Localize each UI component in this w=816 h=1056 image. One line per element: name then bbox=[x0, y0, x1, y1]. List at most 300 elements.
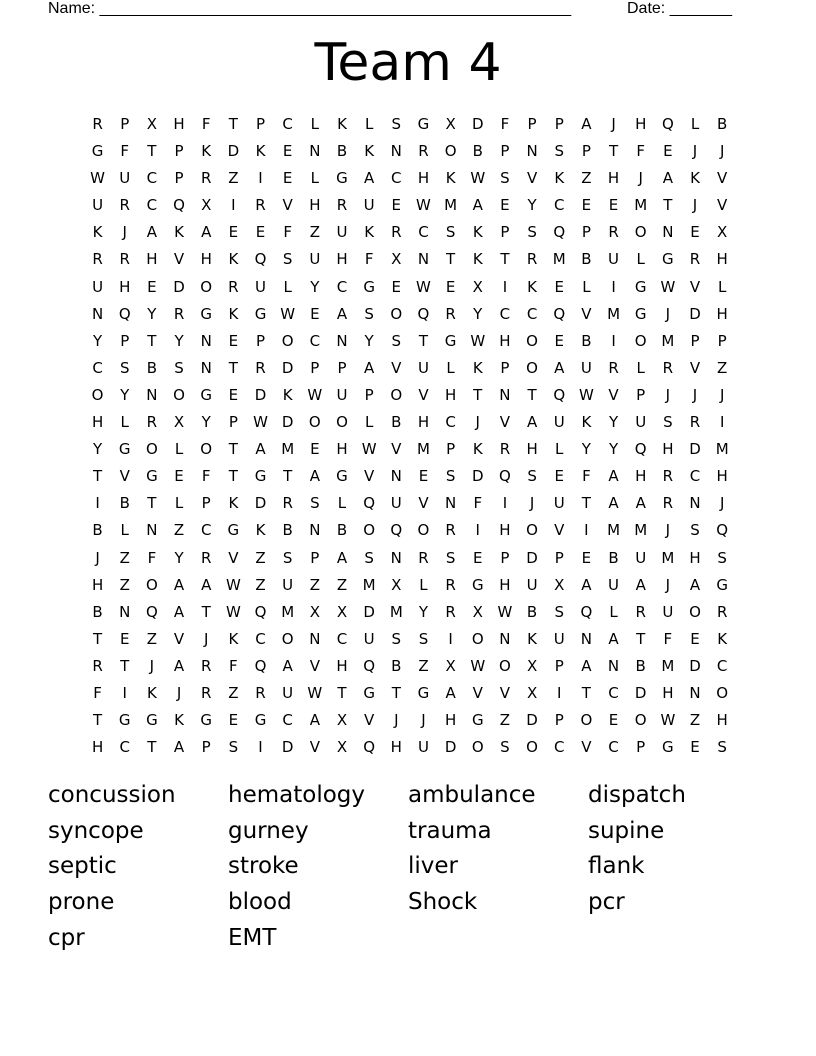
grid-letter: G bbox=[118, 440, 131, 459]
grid-letter: N bbox=[200, 331, 212, 350]
grid-letter: I bbox=[475, 521, 480, 540]
grid-letter: P bbox=[554, 548, 564, 567]
grid-letter: O bbox=[471, 629, 484, 648]
word-bank-item: blood bbox=[228, 889, 292, 916]
grid-letter: P bbox=[255, 331, 266, 350]
grid-letter: N bbox=[417, 250, 430, 269]
grid-letter: A bbox=[173, 738, 185, 757]
grid-letter: A bbox=[146, 223, 158, 242]
grid-letter: W bbox=[225, 575, 241, 594]
grid-letter: A bbox=[309, 711, 320, 730]
grid-letter: R bbox=[635, 602, 646, 621]
grid-letter: K bbox=[364, 142, 375, 161]
grid-letter: Z bbox=[581, 169, 592, 188]
grid-letter: W bbox=[280, 304, 296, 323]
grid-letter: S bbox=[364, 548, 374, 567]
grid-letter: O bbox=[716, 683, 729, 702]
grid-letter: R bbox=[391, 223, 402, 242]
name-line: Name: _____________________________________________________ bbox=[48, 0, 572, 17]
grid-letter: L bbox=[174, 440, 184, 459]
grid-letter: A bbox=[608, 494, 619, 513]
grid-letter: R bbox=[146, 413, 158, 432]
grid-letter: G bbox=[444, 331, 457, 350]
grid-letter: H bbox=[417, 169, 430, 188]
grid-letter: J bbox=[665, 304, 671, 323]
grid-letter: T bbox=[147, 494, 157, 513]
grid-letter: U bbox=[662, 602, 674, 621]
grid-letter: X bbox=[146, 115, 158, 133]
grid-letter: L bbox=[174, 494, 184, 513]
grid-letter: F bbox=[201, 467, 211, 486]
grid-letter: V bbox=[499, 413, 511, 432]
grid-letter: T bbox=[391, 683, 401, 702]
grid-letter: E bbox=[690, 629, 700, 648]
grid-letter: Z bbox=[119, 575, 130, 594]
grid-letter: X bbox=[391, 250, 402, 269]
grid-letter: H bbox=[146, 250, 158, 269]
grid-letter: H bbox=[119, 277, 131, 296]
grid-letter: W bbox=[307, 385, 323, 404]
grid-letter: H bbox=[499, 521, 511, 540]
grid-letter: U bbox=[336, 223, 348, 242]
grid-letter: R bbox=[200, 169, 212, 188]
grid-letter: R bbox=[445, 575, 456, 594]
grid-letter: P bbox=[201, 738, 211, 757]
grid-letter: T bbox=[581, 683, 591, 702]
grid-letter: W bbox=[361, 440, 377, 459]
grid-letter: L bbox=[419, 575, 428, 594]
grid-letter: D bbox=[363, 602, 375, 621]
grid-letter: H bbox=[499, 331, 511, 350]
grid-letter: J bbox=[95, 548, 100, 567]
grid-letter: I bbox=[611, 277, 616, 296]
grid-letter: A bbox=[635, 494, 646, 513]
grid-letter: G bbox=[662, 738, 674, 757]
grid-letter: D bbox=[689, 440, 701, 459]
grid-letter: H bbox=[336, 656, 348, 675]
grid-letter: W bbox=[253, 413, 268, 432]
grid-letter: M bbox=[661, 331, 675, 350]
grid-letter: W bbox=[497, 602, 513, 621]
grid-letter: G bbox=[336, 467, 348, 486]
grid-letter: M bbox=[715, 440, 729, 459]
grid-letter: Q bbox=[363, 494, 376, 513]
grid-letter: Z bbox=[717, 358, 728, 377]
grid-letter: C bbox=[445, 413, 456, 432]
grid-letter: O bbox=[526, 738, 538, 757]
grid-letter: T bbox=[147, 331, 157, 350]
grid-letter: T bbox=[147, 142, 157, 161]
grid-letter: S bbox=[391, 115, 402, 133]
grid-letter: R bbox=[200, 656, 212, 675]
grid-letter: U bbox=[580, 358, 592, 377]
grid-letter: O bbox=[471, 738, 484, 757]
grid-letter: O bbox=[444, 142, 457, 161]
grid-letter: G bbox=[200, 385, 213, 404]
grid-letter: Q bbox=[553, 304, 566, 323]
grid-letter: P bbox=[527, 115, 537, 133]
grid-letter: J bbox=[692, 196, 698, 215]
grid-row bbox=[84, 194, 736, 221]
grid-letter: C bbox=[608, 738, 619, 757]
grid-row bbox=[84, 330, 736, 357]
grid-letter: Q bbox=[363, 738, 376, 757]
grid-letter: D bbox=[254, 385, 267, 404]
word-bank-item: concussion bbox=[48, 782, 176, 808]
grid-letter: Z bbox=[119, 548, 130, 567]
grid-letter: D bbox=[227, 142, 240, 161]
grid-letter: X bbox=[526, 683, 538, 702]
grid-row bbox=[84, 357, 736, 384]
grid-letter: Q bbox=[716, 521, 729, 540]
grid-letter: S bbox=[500, 169, 510, 188]
grid-letter: N bbox=[390, 467, 402, 486]
grid-letter: I bbox=[584, 521, 589, 540]
grid-letter: T bbox=[147, 738, 157, 757]
grid-letter: V bbox=[282, 196, 293, 215]
grid-letter: A bbox=[201, 575, 212, 594]
grid-letter: N bbox=[390, 548, 402, 567]
grid-letter: V bbox=[581, 738, 592, 757]
grid-row bbox=[84, 574, 736, 601]
word-bank-item: hematology bbox=[228, 782, 365, 808]
grid-letter: B bbox=[391, 656, 402, 675]
grid-letter: K bbox=[174, 711, 184, 730]
grid-letter: K bbox=[255, 142, 266, 161]
grid-letter: H bbox=[173, 115, 185, 133]
grid-letter: Z bbox=[309, 575, 320, 594]
grid-letter: K bbox=[282, 385, 293, 404]
grid-letter: P bbox=[690, 331, 700, 350]
grid-row bbox=[84, 276, 736, 303]
grid-letter: F bbox=[582, 467, 591, 486]
grid-letter: Y bbox=[581, 440, 591, 459]
grid-letter: A bbox=[336, 304, 348, 323]
grid-letter: Q bbox=[363, 656, 376, 675]
grid-letter: G bbox=[662, 250, 674, 269]
grid-row bbox=[84, 736, 736, 763]
grid-letter: L bbox=[310, 169, 319, 188]
grid-letter: B bbox=[608, 548, 619, 567]
word-bank-item: septic bbox=[48, 853, 117, 880]
grid-letter: E bbox=[473, 548, 483, 567]
grid-letter: S bbox=[282, 548, 293, 567]
grid-letter: H bbox=[336, 250, 348, 269]
grid-letter: E bbox=[282, 142, 293, 161]
word-bank-item: gurney bbox=[228, 817, 309, 844]
grid-letter: V bbox=[689, 358, 701, 377]
grid-letter: C bbox=[499, 304, 511, 323]
grid-letter: R bbox=[689, 250, 701, 269]
grid-letter: K bbox=[472, 358, 483, 377]
grid-letter: Y bbox=[174, 331, 184, 350]
grid-letter: Y bbox=[608, 413, 619, 432]
grid-letter: R bbox=[689, 413, 701, 432]
grid-letter: P bbox=[554, 656, 564, 675]
grid-row bbox=[84, 113, 736, 140]
grid-letter: I bbox=[231, 196, 236, 215]
grid-letter: G bbox=[336, 169, 348, 188]
grid-letter: H bbox=[499, 575, 511, 594]
grid-letter: L bbox=[609, 602, 618, 621]
grid-letter: Y bbox=[473, 304, 483, 323]
grid-letter: K bbox=[228, 494, 239, 513]
grid-letter: R bbox=[92, 115, 103, 133]
grid-letter: R bbox=[662, 494, 674, 513]
grid-letter: A bbox=[581, 115, 592, 133]
grid-letter: M bbox=[389, 602, 403, 621]
grid-letter: J bbox=[665, 385, 671, 404]
grid-letter: B bbox=[581, 250, 592, 269]
grid-letter: N bbox=[309, 142, 321, 161]
grid-letter: Q bbox=[553, 223, 566, 242]
grid-letter: E bbox=[228, 711, 239, 730]
grid-letter: V bbox=[689, 277, 701, 296]
grid-letter: R bbox=[282, 494, 293, 513]
grid-letter: E bbox=[391, 277, 402, 296]
grid-letter: S bbox=[500, 738, 510, 757]
grid-letter: P bbox=[174, 169, 184, 188]
grid-letter: C bbox=[391, 169, 402, 188]
grid-letter: Z bbox=[499, 711, 511, 730]
grid-letter: H bbox=[417, 413, 430, 432]
grid-letter: O bbox=[526, 521, 538, 540]
grid-letter: W bbox=[660, 711, 676, 730]
grid-letter: P bbox=[500, 142, 510, 161]
grid-letter: J bbox=[665, 575, 671, 594]
grid-letter: H bbox=[662, 440, 674, 459]
grid-letter: U bbox=[92, 196, 104, 215]
grid-row bbox=[84, 492, 736, 519]
grid-letter: N bbox=[444, 494, 457, 513]
grid-letter: N bbox=[390, 142, 402, 161]
grid-letter: U bbox=[553, 413, 565, 432]
grid-letter: K bbox=[228, 304, 239, 323]
grid-letter: V bbox=[309, 738, 320, 757]
grid-letter: C bbox=[336, 629, 348, 648]
grid-letter: Q bbox=[118, 304, 131, 323]
grid-letter: A bbox=[445, 683, 456, 702]
grid-row bbox=[84, 384, 736, 411]
grid-letter: V bbox=[119, 467, 130, 486]
grid-letter: G bbox=[363, 277, 375, 296]
grid-letter: H bbox=[526, 440, 538, 459]
grid-letter: V bbox=[526, 169, 538, 188]
grid-letter: N bbox=[689, 494, 701, 513]
word-bank-item: supine bbox=[588, 817, 665, 844]
grid-letter: K bbox=[472, 440, 483, 459]
word-bank-item: dispatch bbox=[588, 782, 686, 808]
grid-letter: U bbox=[255, 277, 266, 296]
grid-letter: L bbox=[120, 413, 129, 432]
grid-letter: X bbox=[201, 196, 212, 215]
grid-letter: M bbox=[444, 196, 458, 215]
grid-letter: N bbox=[309, 521, 321, 540]
grid-letter: P bbox=[554, 115, 564, 133]
letter-grid bbox=[84, 113, 736, 763]
grid-letter: G bbox=[417, 115, 430, 133]
grid-letter: Y bbox=[310, 277, 320, 296]
grid-letter: W bbox=[470, 169, 486, 188]
grid-letter: C bbox=[255, 629, 266, 648]
grid-letter: Y bbox=[147, 304, 157, 323]
grid-letter: T bbox=[663, 196, 673, 215]
grid-letter: X bbox=[472, 277, 483, 296]
grid-letter: L bbox=[636, 250, 645, 269]
grid-letter: P bbox=[636, 738, 646, 757]
grid-letter: O bbox=[417, 521, 430, 540]
grid-letter: T bbox=[473, 385, 483, 404]
grid-letter: X bbox=[445, 115, 456, 133]
grid-letter: L bbox=[120, 521, 129, 540]
grid-letter: K bbox=[146, 683, 157, 702]
grid-letter: A bbox=[255, 440, 266, 459]
header bbox=[48, 0, 732, 18]
grid-letter: J bbox=[122, 223, 127, 242]
grid-letter: L bbox=[364, 115, 374, 133]
grid-letter: T bbox=[608, 142, 619, 161]
grid-letter: Q bbox=[634, 440, 647, 459]
grid-letter: G bbox=[200, 304, 213, 323]
grid-letter: O bbox=[145, 575, 158, 594]
grid-letter: U bbox=[635, 413, 647, 432]
grid-row bbox=[84, 248, 736, 275]
grid-letter: Z bbox=[228, 169, 239, 188]
grid-letter: U bbox=[282, 683, 294, 702]
word-bank bbox=[48, 779, 768, 957]
grid-letter: K bbox=[228, 250, 239, 269]
grid-letter: E bbox=[418, 467, 429, 486]
grid-letter: R bbox=[499, 440, 511, 459]
grid-letter: W bbox=[90, 169, 105, 188]
grid-letter: P bbox=[174, 142, 184, 161]
grid-letter: D bbox=[526, 548, 538, 567]
grid-letter: U bbox=[553, 494, 565, 513]
grid-letter: E bbox=[445, 277, 456, 296]
grid-letter: B bbox=[635, 656, 646, 675]
grid-letter: N bbox=[119, 602, 131, 621]
grid-letter: E bbox=[310, 304, 320, 323]
grid-letter: J bbox=[529, 494, 535, 513]
grid-letter: T bbox=[636, 629, 646, 648]
grid-letter: P bbox=[310, 358, 320, 377]
grid-row bbox=[84, 519, 736, 546]
grid-letter: S bbox=[391, 629, 402, 648]
grid-letter: J bbox=[719, 385, 725, 404]
grid-letter: G bbox=[471, 711, 484, 730]
grid-letter: O bbox=[200, 277, 213, 296]
word-bank-item: ambulance bbox=[408, 782, 536, 808]
grid-letter: H bbox=[607, 169, 620, 188]
grid-letter: C bbox=[146, 169, 158, 188]
grid-letter: W bbox=[416, 196, 431, 215]
grid-letter: H bbox=[91, 738, 104, 757]
word-bank-item: syncope bbox=[48, 817, 144, 844]
grid-letter: C bbox=[716, 656, 728, 675]
grid-letter: R bbox=[608, 358, 619, 377]
grid-letter: O bbox=[336, 413, 348, 432]
grid-letter: A bbox=[608, 629, 619, 648]
grid-letter: B bbox=[146, 358, 158, 377]
grid-letter: S bbox=[717, 738, 727, 757]
grid-letter: B bbox=[92, 521, 103, 540]
grid-letter: H bbox=[716, 250, 728, 269]
grid-letter: A bbox=[472, 196, 483, 215]
grid-letter: R bbox=[255, 683, 266, 702]
grid-letter: U bbox=[608, 575, 620, 594]
grid-letter: M bbox=[661, 548, 675, 567]
grid-letter: V bbox=[581, 304, 592, 323]
grid-letter: M bbox=[607, 521, 621, 540]
grid-letter: Q bbox=[254, 656, 267, 675]
grid-row bbox=[84, 221, 736, 248]
grid-letter: O bbox=[526, 331, 538, 350]
grid-letter: W bbox=[660, 277, 676, 296]
grid-letter: G bbox=[146, 467, 158, 486]
grid-letter: Y bbox=[527, 196, 537, 215]
grid-letter: S bbox=[690, 521, 700, 540]
grid-letter: M bbox=[281, 602, 295, 621]
grid-letter: W bbox=[307, 683, 323, 702]
grid-letter: H bbox=[635, 467, 647, 486]
grid-letter: A bbox=[635, 575, 646, 594]
grid-letter: P bbox=[120, 331, 130, 350]
grid-letter: T bbox=[228, 115, 238, 133]
grid-letter: T bbox=[92, 467, 103, 486]
grid-letter: B bbox=[282, 521, 293, 540]
grid-letter: N bbox=[146, 385, 158, 404]
word-bank-item: stroke bbox=[228, 853, 299, 880]
grid-letter: C bbox=[119, 738, 130, 757]
grid-letter: O bbox=[390, 385, 403, 404]
grid-letter: U bbox=[635, 548, 647, 567]
grid-letter: R bbox=[92, 250, 103, 269]
grid-letter: K bbox=[228, 629, 239, 648]
grid-letter: Z bbox=[255, 548, 266, 567]
grid-letter: O bbox=[580, 711, 593, 730]
grid-letter: P bbox=[337, 358, 347, 377]
grid-letter: F bbox=[93, 683, 102, 702]
grid-letter: X bbox=[445, 656, 456, 675]
grid-letter: Q bbox=[145, 602, 158, 621]
grid-letter: O bbox=[526, 358, 538, 377]
grid-letter: P bbox=[581, 142, 591, 161]
grid-letter: N bbox=[580, 629, 592, 648]
grid-letter: R bbox=[255, 358, 266, 377]
grid-letter: C bbox=[608, 683, 619, 702]
grid-letter: H bbox=[716, 711, 728, 730]
grid-letter: X bbox=[526, 656, 538, 675]
grid-letter: O bbox=[363, 521, 376, 540]
grid-letter: I bbox=[258, 738, 263, 757]
grid-letter: N bbox=[309, 629, 321, 648]
grid-letter: R bbox=[92, 656, 103, 675]
grid-letter: J bbox=[421, 711, 426, 730]
word-bank-item: trauma bbox=[408, 817, 492, 844]
grid-letter: O bbox=[689, 602, 701, 621]
grid-letter: L bbox=[337, 494, 347, 513]
grid-letter: Y bbox=[364, 331, 374, 350]
grid-letter: X bbox=[336, 738, 348, 757]
grid-letter: R bbox=[716, 602, 728, 621]
grid-letter: P bbox=[120, 115, 130, 133]
grid-letter: T bbox=[228, 358, 238, 377]
grid-letter: M bbox=[281, 440, 295, 459]
grid-letter: T bbox=[228, 440, 238, 459]
grid-letter: S bbox=[717, 548, 727, 567]
grid-letter: R bbox=[445, 304, 456, 323]
grid-letter: E bbox=[282, 169, 293, 188]
